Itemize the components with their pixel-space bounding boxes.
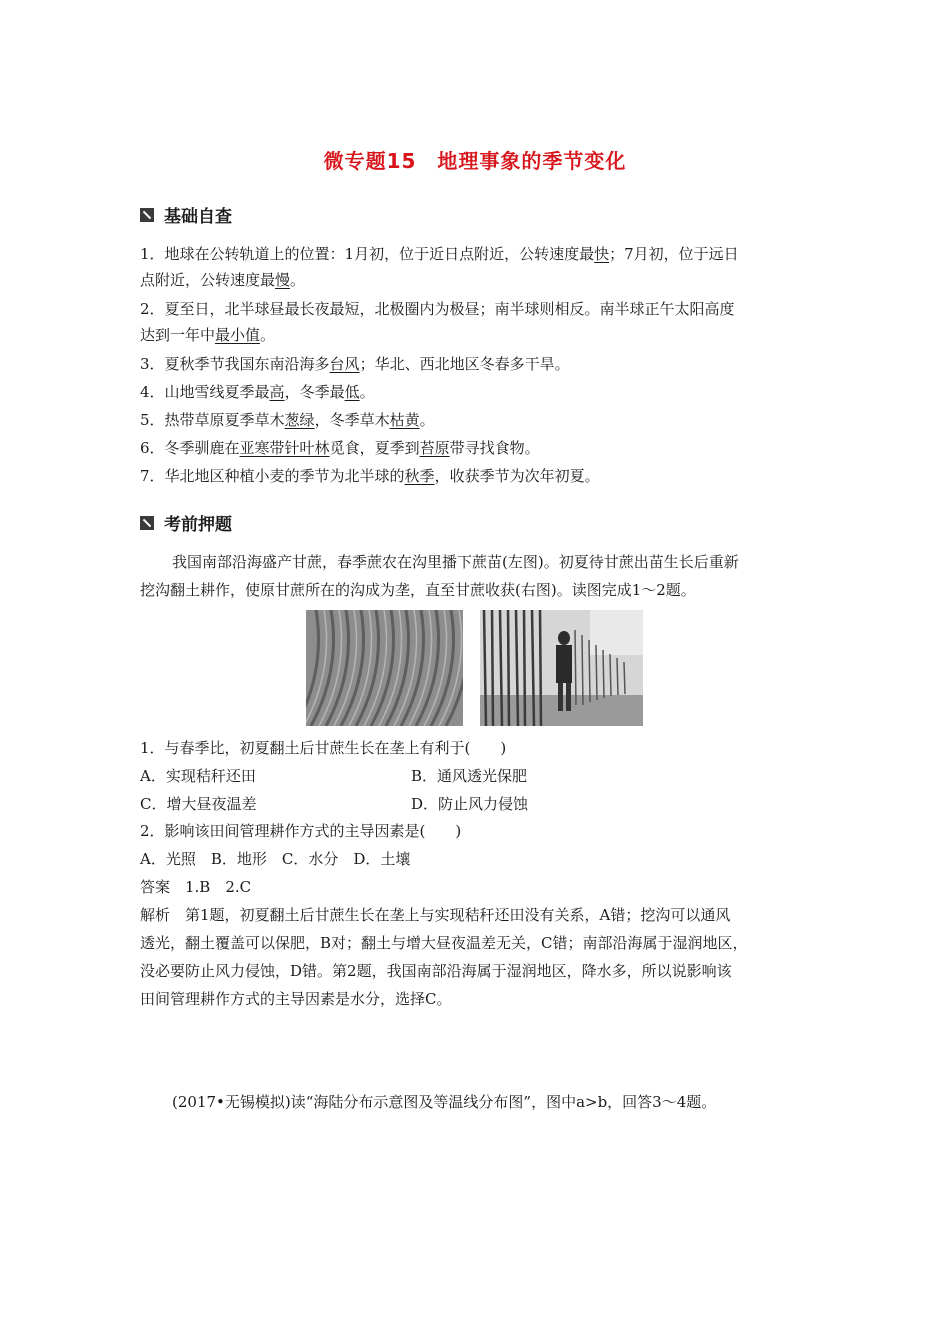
question-2-stem: 2．影响该田间管理耕作方式的主导因素是( ) [140,822,462,840]
question-1-option-a: A．实现秸秆还田 [140,767,256,785]
analysis-line-4: 田间管理耕作方式的主导因素是水分，选择C。 [140,990,452,1008]
basic-item-7: 7．华北地区种植小麦的季节为北半球的秋季，收获季节为次年初夏。 [140,467,600,485]
section-header-exam [140,510,232,535]
question-1-option-c: C．增大昼夜温差 [140,795,257,813]
section-title: 基础自查 [164,207,232,227]
section-marker-icon [140,516,154,530]
analysis-line-3: 没必要防止风力侵蚀，D错。第2题，我国南部沿海属于湿润地区，降水多，所以说影响该 [140,962,732,980]
next-question-intro: (2017•无锡模拟)读“海陆分布示意图及等温线分布图”，图中a>b，回答3～4题。 [172,1093,717,1111]
question-1-stem: 1．与春季比，初夏翻土后甘蔗生长在垄上有利于( ) [140,739,507,757]
photo-planted-furrows [306,610,463,726]
photo-sugarcane-harvest [480,610,643,726]
basic-item-2-line-1: 2．夏至日，北半球昼最长夜最短，北极圈内为极昼；南半球则相反。南半球正午太阳高度 [140,300,735,318]
analysis-line-2: 透光，翻土覆盖可以保肥，B对；翻土与增大昼夜温差无关，C错；南部沿海属于湿润地区， [140,934,748,952]
basic-item-1-line-1: 1．地球在公转轨道上的位置：1月初，位于近日点附近，公转速度最快；7月初，位于远日 [140,245,739,263]
section-marker-icon [140,208,154,222]
intro-line-2: 挖沟翻土耕作，使原甘蔗所在的沟成为垄，直至甘蔗收获(右图)。读图完成1～2题。 [140,581,696,599]
answer-line: 答案 1.B 2.C [140,878,252,896]
basic-item-3: 3．夏秋季节我国东南沿海多台风；华北、西北地区冬春多干旱。 [140,355,570,373]
basic-item-4: 4．山地雪线夏季最高，冬季最低。 [140,383,375,401]
section-title: 考前押题 [164,515,232,535]
basic-item-6: 6．冬季驯鹿在亚寒带针叶林觅食，夏季到苔原带寻找食物。 [140,439,540,457]
question-1-option-d: D．防止风力侵蚀 [411,795,529,813]
basic-item-2-line-2: 达到一年中最小值。 [140,326,276,344]
basic-item-1-line-2: 点附近，公转速度最慢。 [140,271,306,289]
question-2-options: A．光照 B．地形 C．水分 D．土壤 [140,850,411,868]
basic-item-5: 5．热带草原夏季草木葱绿，冬季草木枯黄。 [140,411,435,429]
page-title: 微专题15 地理事象的季节变化 [323,149,627,173]
intro-line-1: 我国南部沿海盛产甘蔗，春季蔗农在沟里播下蔗苗(左图)。初夏待甘蔗出苗生长后重新 [172,553,739,571]
question-1-option-b: B．通风透光保肥 [411,767,528,785]
analysis-line-1: 解析 第1题，初夏翻土后甘蔗生长在垄上与实现秸秆还田没有关系，A错；挖沟可以通风 [140,906,731,924]
section-header-basic [140,202,232,227]
